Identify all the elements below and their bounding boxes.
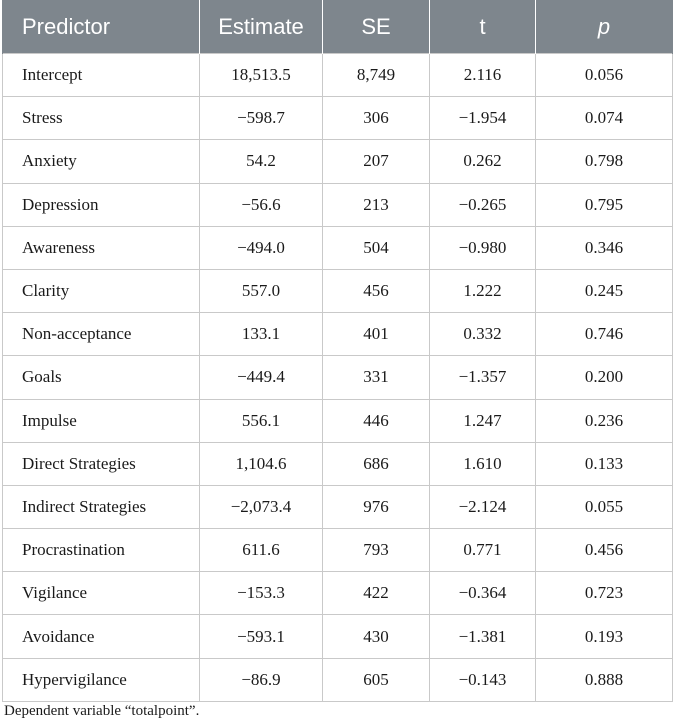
regression-table [2, 0, 673, 702]
cell-se: 605 [323, 658, 430, 701]
cell-predictor: Indirect Strategies [3, 485, 200, 528]
cell-predictor: Awareness [3, 226, 200, 269]
cell-p: 0.798 [536, 140, 673, 183]
cell-estimate: 556.1 [200, 399, 323, 442]
table-row [3, 615, 673, 658]
table-row [3, 399, 673, 442]
cell-t: 1.610 [430, 442, 536, 485]
cell-predictor: Direct Strategies [3, 442, 200, 485]
cell-estimate: −494.0 [200, 226, 323, 269]
cell-se: 8,749 [323, 54, 430, 97]
cell-se: 793 [323, 529, 430, 572]
cell-se: 331 [323, 356, 430, 399]
cell-predictor: Intercept [3, 54, 200, 97]
cell-p: 0.795 [536, 183, 673, 226]
cell-t: 0.332 [430, 313, 536, 356]
cell-predictor: Non-acceptance [3, 313, 200, 356]
cell-p: 0.193 [536, 615, 673, 658]
cell-t: 0.262 [430, 140, 536, 183]
cell-se: 686 [323, 442, 430, 485]
cell-estimate: 54.2 [200, 140, 323, 183]
header-estimate: Estimate [200, 0, 323, 54]
table-footnote: Dependent variable “totalpoint”. [4, 703, 200, 719]
cell-t: −0.265 [430, 183, 536, 226]
cell-se: 207 [323, 140, 430, 183]
cell-se: 213 [323, 183, 430, 226]
cell-predictor: Avoidance [3, 615, 200, 658]
cell-t: −2.124 [430, 485, 536, 528]
table-row [3, 572, 673, 615]
table-row [3, 485, 673, 528]
table-row [3, 97, 673, 140]
header-predictor: Predictor [3, 0, 200, 54]
table-row [3, 529, 673, 572]
cell-p: 0.723 [536, 572, 673, 615]
cell-se: 456 [323, 269, 430, 312]
cell-se: 430 [323, 615, 430, 658]
cell-t: −1.954 [430, 97, 536, 140]
table-header [3, 0, 673, 54]
cell-estimate: −153.3 [200, 572, 323, 615]
regression-table-container [2, 0, 672, 702]
cell-predictor: Depression [3, 183, 200, 226]
cell-se: 504 [323, 226, 430, 269]
cell-p: 0.055 [536, 485, 673, 528]
cell-estimate: 611.6 [200, 529, 323, 572]
header-t: t [430, 0, 536, 54]
cell-p: 0.888 [536, 658, 673, 701]
cell-p: 0.074 [536, 97, 673, 140]
cell-p: 0.456 [536, 529, 673, 572]
cell-predictor: Anxiety [3, 140, 200, 183]
cell-se: 401 [323, 313, 430, 356]
cell-p: 0.133 [536, 442, 673, 485]
cell-estimate: 133.1 [200, 313, 323, 356]
cell-predictor: Clarity [3, 269, 200, 312]
cell-se: 446 [323, 399, 430, 442]
table-row [3, 442, 673, 485]
cell-estimate: 557.0 [200, 269, 323, 312]
table-row [3, 269, 673, 312]
cell-predictor: Goals [3, 356, 200, 399]
cell-estimate: −449.4 [200, 356, 323, 399]
cell-t: −1.357 [430, 356, 536, 399]
cell-t: 0.771 [430, 529, 536, 572]
cell-t: −0.364 [430, 572, 536, 615]
cell-p: 0.746 [536, 313, 673, 356]
table-row [3, 183, 673, 226]
cell-predictor: Vigilance [3, 572, 200, 615]
cell-t: −1.381 [430, 615, 536, 658]
cell-estimate: 1,104.6 [200, 442, 323, 485]
table-row [3, 140, 673, 183]
cell-predictor: Stress [3, 97, 200, 140]
table-row [3, 313, 673, 356]
cell-p: 0.236 [536, 399, 673, 442]
cell-predictor: Procrastination [3, 529, 200, 572]
cell-p: 0.200 [536, 356, 673, 399]
cell-estimate: −56.6 [200, 183, 323, 226]
cell-t: 2.116 [430, 54, 536, 97]
cell-se: 976 [323, 485, 430, 528]
cell-se: 306 [323, 97, 430, 140]
cell-t: 1.247 [430, 399, 536, 442]
cell-estimate: −593.1 [200, 615, 323, 658]
table-row [3, 226, 673, 269]
cell-estimate: −598.7 [200, 97, 323, 140]
cell-estimate: −86.9 [200, 658, 323, 701]
table-row [3, 658, 673, 701]
table-row [3, 54, 673, 97]
cell-t: −0.980 [430, 226, 536, 269]
cell-p: 0.346 [536, 226, 673, 269]
cell-t: 1.222 [430, 269, 536, 312]
cell-predictor: Impulse [3, 399, 200, 442]
table-body [3, 54, 673, 702]
header-p: p [536, 0, 673, 54]
cell-estimate: −2,073.4 [200, 485, 323, 528]
cell-estimate: 18,513.5 [200, 54, 323, 97]
table-row [3, 356, 673, 399]
cell-p: 0.245 [536, 269, 673, 312]
header-se: SE [323, 0, 430, 54]
header-row [3, 0, 673, 54]
cell-se: 422 [323, 572, 430, 615]
cell-p: 0.056 [536, 54, 673, 97]
cell-t: −0.143 [430, 658, 536, 701]
cell-predictor: Hypervigilance [3, 658, 200, 701]
